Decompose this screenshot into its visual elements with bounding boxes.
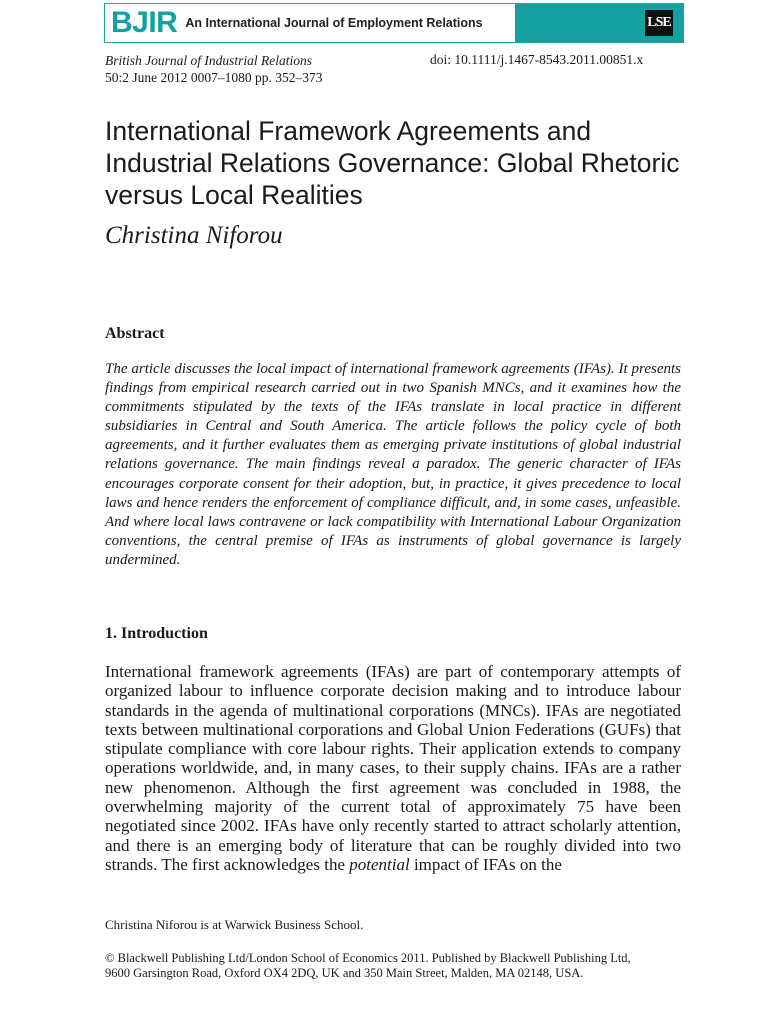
journal-name: British Journal of Industrial Relations bbox=[105, 53, 313, 68]
bjir-logo: BJIR bbox=[111, 6, 178, 39]
author-affiliation-note: Christina Niforou is at Warwick Business School. bbox=[105, 917, 364, 932]
introduction-paragraph bbox=[105, 662, 681, 874]
copyright-line-1: © Blackwell Publishing Ltd/London School of Economics 2011. Published by Blackwell Publishing Ltd, bbox=[105, 951, 631, 965]
intro-text-part2: impact of IFAs on the bbox=[409, 854, 562, 874]
intro-emphasis: potential bbox=[349, 854, 410, 874]
banner-brand-area bbox=[105, 4, 515, 42]
doi-link[interactable]: doi: 10.1111/j.1467-8543.2011.00851.x bbox=[430, 52, 644, 67]
issue-info: 50:2 June 2012 0007–1080 pp. 352–373 bbox=[105, 70, 323, 85]
journal-banner bbox=[104, 3, 684, 43]
intro-text-part1: International framework agreements (IFAs) are part of contemporary attempts of organized labour to influence corporate decision making and to introduce labour standards in the agenda of multinational corporations (MNCs). IFAs are negotiated texts between multinational corporations and Global Union Federations (GUFs) that stipulate compliance with core labour rights. Their application extends to company operations worldwide, and, in many cases, to their supply chains. IFAs are a rather new phenomenon. Although the first agreement was concluded in 1988, the overwhelming majority of the current total of approximately 75 have been negotiated since 2002. IFAs have only recently started to attract scholarly attention, and there is an emerging body of literature that can be roughly divided into two strands. The first acknowledges the bbox=[105, 662, 681, 874]
article-author: Christina Niforou bbox=[105, 222, 283, 249]
journal-tagline: An International Journal of Employment Relations bbox=[185, 16, 483, 30]
section-heading-introduction: 1. Introduction bbox=[105, 625, 208, 642]
abstract-text: The article discusses the local impact of international framework agreements (IFAs). It presents findings from empirical research carried out in two Spanish MNCs, and it examines how the commitments stipulated by the texts of the IFAs translate in local practice in different subsidiaries in Central and South America. The article follows the policy cycle of both agreements, and it further evaluates them as emerging private institutions of global industrial relations governance. The main findings reveal a paradox. The generic character of IFAs encourages corporate consent for their adoption, but, in practice, it gives precedence to local laws and hence renders the enforcement of compliance difficult, and, in some cases, unfeasible. And where local laws contravene or lack compatibility with International Labour Organization conventions, the central premise of IFAs as instruments of global governance is largely undermined. bbox=[105, 361, 681, 568]
abstract-heading: Abstract bbox=[105, 325, 165, 342]
article-title: International Framework Agreements and Industrial Relations Governance: Global Rhetoric versus Local Realities bbox=[105, 116, 680, 210]
lse-logo: LSE bbox=[645, 10, 673, 36]
copyright-notice bbox=[105, 951, 685, 981]
copyright-line-2: 9600 Garsington Road, Oxford OX4 2DQ, UK and 350 Main Street, Malden, MA 02148, USA. bbox=[105, 966, 584, 980]
journal-citation bbox=[105, 52, 323, 86]
banner-accent-strip bbox=[515, 4, 683, 42]
